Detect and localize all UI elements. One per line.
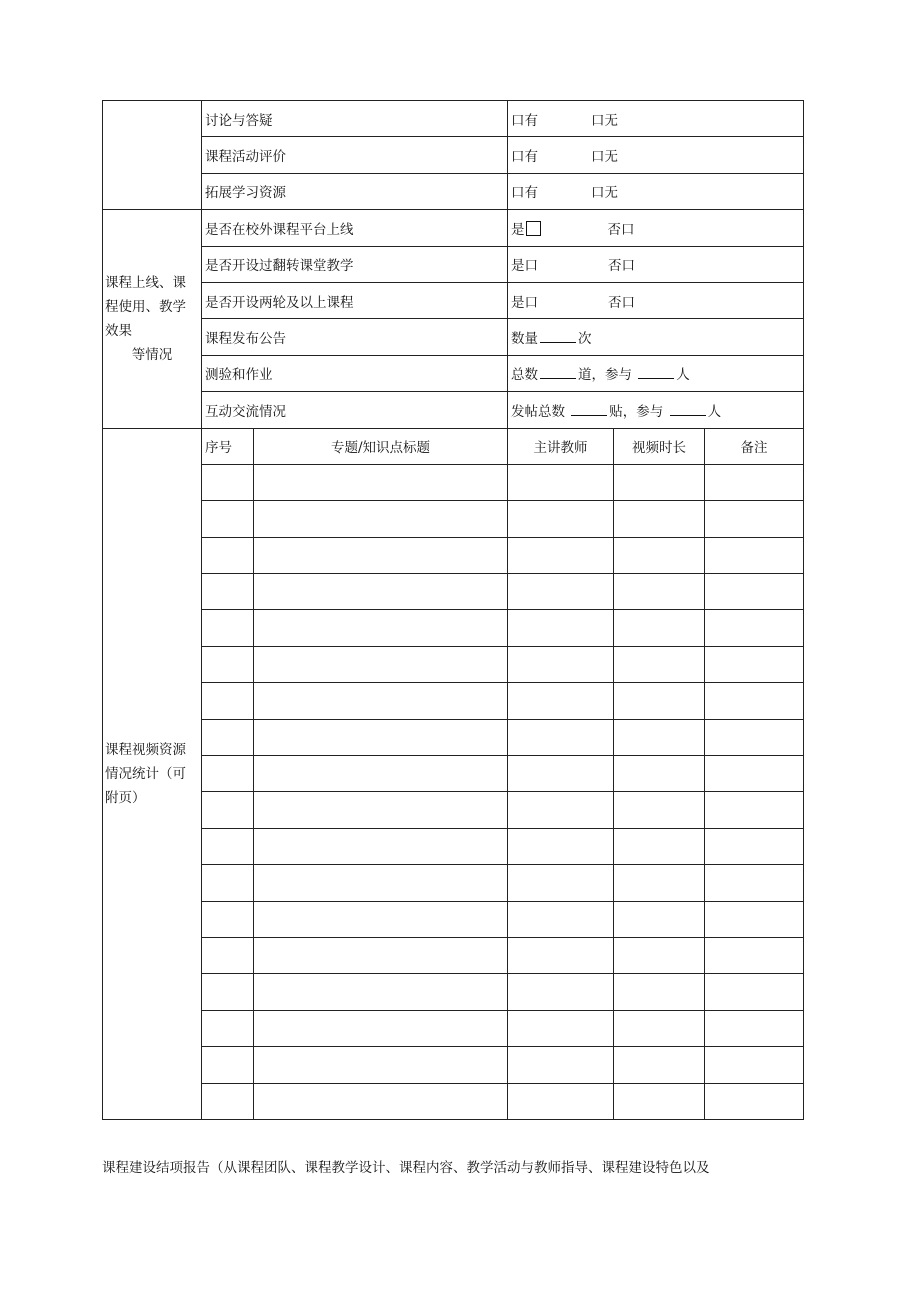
count-blank[interactable] (571, 401, 607, 416)
yes-no-cell[interactable] (508, 282, 804, 318)
option-yes[interactable]: 口有 (511, 149, 538, 166)
row-item-label: 课程活动评价 (202, 137, 508, 173)
notes-cell[interactable] (705, 1047, 804, 1083)
index-cell[interactable] (202, 865, 254, 901)
title-cell[interactable] (254, 464, 508, 500)
notes-cell[interactable] (705, 1083, 804, 1119)
teacher-cell[interactable] (508, 646, 614, 682)
count-label: 总数 (511, 367, 538, 384)
index-cell[interactable] (202, 756, 254, 792)
teacher-cell[interactable] (508, 719, 614, 755)
duration-cell[interactable] (614, 901, 705, 937)
teacher-cell[interactable] (508, 683, 614, 719)
notes-cell[interactable] (705, 719, 804, 755)
header-notes: 备注 (705, 428, 804, 464)
title-cell[interactable] (254, 537, 508, 573)
teacher-cell[interactable] (508, 792, 614, 828)
notes-cell[interactable] (705, 937, 804, 973)
count-blank[interactable] (540, 328, 576, 343)
video-row (103, 1010, 804, 1046)
notes-cell[interactable] (705, 646, 804, 682)
teacher-cell[interactable] (508, 610, 614, 646)
row-item-label: 讨论与答疑 (202, 101, 508, 137)
video-row (103, 464, 804, 500)
section-b-row (103, 319, 804, 355)
duration-cell[interactable] (614, 865, 705, 901)
index-cell[interactable] (202, 537, 254, 573)
option-no[interactable]: 口无 (591, 149, 618, 166)
teacher-cell[interactable] (508, 937, 614, 973)
notes-cell[interactable] (705, 865, 804, 901)
count-cell[interactable] (508, 355, 804, 391)
notes-cell[interactable] (705, 756, 804, 792)
yes-no-cell[interactable] (508, 246, 804, 282)
video-row (103, 1083, 804, 1119)
duration-cell[interactable] (614, 683, 705, 719)
title-cell[interactable] (254, 1047, 508, 1083)
title-cell[interactable] (254, 901, 508, 937)
video-row (103, 974, 804, 1010)
notes-cell[interactable] (705, 501, 804, 537)
notes-cell[interactable] (705, 1010, 804, 1046)
notes-cell[interactable] (705, 792, 804, 828)
count-unit: 道，参与 (578, 367, 632, 384)
notes-cell[interactable] (705, 901, 804, 937)
option-yes[interactable]: 是口 (511, 294, 538, 311)
duration-cell[interactable] (614, 719, 705, 755)
video-row (103, 756, 804, 792)
video-row (103, 828, 804, 864)
option-no[interactable]: 否口 (607, 221, 635, 238)
section-b-label (103, 210, 202, 428)
option-no[interactable]: 口无 (591, 185, 618, 202)
section-b-row (103, 282, 804, 318)
section-a-row (103, 173, 804, 209)
title-cell[interactable] (254, 792, 508, 828)
option-cell[interactable] (508, 137, 804, 173)
count-unit: 次 (578, 331, 592, 348)
index-cell[interactable] (202, 1010, 254, 1046)
row-item-label: 拓展学习资源 (202, 173, 508, 209)
option-cell[interactable] (508, 173, 804, 209)
section-b-row (103, 392, 804, 428)
index-cell[interactable] (202, 792, 254, 828)
count-blank[interactable] (540, 364, 576, 379)
option-yes[interactable]: 口有 (511, 185, 538, 202)
section-b-row (103, 355, 804, 391)
notes-cell[interactable] (705, 537, 804, 573)
yes-no-cell[interactable] (508, 210, 804, 246)
header-index: 序号 (202, 428, 254, 464)
title-cell[interactable] (254, 683, 508, 719)
option-cell[interactable] (508, 101, 804, 137)
row-item-label: 是否在校外课程平台上线 (202, 210, 508, 246)
teacher-cell[interactable] (508, 1047, 614, 1083)
duration-cell[interactable] (614, 464, 705, 500)
count-label: 数量 (511, 331, 538, 348)
notes-cell[interactable] (705, 974, 804, 1010)
header-title: 专题/知识点标题 (254, 428, 508, 464)
section-a-row (103, 137, 804, 173)
count-unit: 人 (676, 367, 690, 384)
teacher-cell[interactable] (508, 756, 614, 792)
count-blank[interactable] (638, 364, 674, 379)
duration-cell[interactable] (614, 974, 705, 1010)
video-row (103, 719, 804, 755)
teacher-cell[interactable] (508, 974, 614, 1010)
notes-cell[interactable] (705, 683, 804, 719)
index-cell[interactable] (202, 1083, 254, 1119)
index-cell[interactable] (202, 646, 254, 682)
video-row (103, 792, 804, 828)
title-cell[interactable] (254, 610, 508, 646)
teacher-cell[interactable] (508, 501, 614, 537)
teacher-cell[interactable] (508, 1010, 614, 1046)
index-cell[interactable] (202, 501, 254, 537)
duration-cell[interactable] (614, 610, 705, 646)
teacher-cell[interactable] (508, 1083, 614, 1119)
course-form-table (102, 100, 804, 1120)
title-cell[interactable] (254, 646, 508, 682)
index-cell[interactable] (202, 828, 254, 864)
index-cell[interactable] (202, 610, 254, 646)
title-cell[interactable] (254, 719, 508, 755)
section-b-row (103, 210, 804, 246)
teacher-cell[interactable] (508, 574, 614, 610)
notes-cell[interactable] (705, 610, 804, 646)
checkbox-icon[interactable] (526, 221, 541, 236)
video-row (103, 1047, 804, 1083)
section-b-row (103, 246, 804, 282)
row-item-label: 是否开设两轮及以上课程 (202, 282, 508, 318)
duration-cell[interactable] (614, 1010, 705, 1046)
duration-cell[interactable] (614, 537, 705, 573)
header-teacher: 主讲教师 (508, 428, 614, 464)
duration-cell[interactable] (614, 1047, 705, 1083)
row-item-label: 课程发布公告 (202, 319, 508, 355)
option-no[interactable]: 否口 (608, 294, 635, 311)
index-cell[interactable] (202, 1047, 254, 1083)
section-a-label (103, 101, 202, 210)
index-cell[interactable] (202, 574, 254, 610)
notes-cell[interactable] (705, 828, 804, 864)
section-a-row (103, 101, 804, 137)
title-cell[interactable] (254, 865, 508, 901)
teacher-cell[interactable] (508, 828, 614, 864)
count-unit: 人 (707, 403, 722, 420)
option-yes[interactable]: 是口 (511, 258, 538, 275)
teacher-cell[interactable] (508, 865, 614, 901)
teacher-cell[interactable] (508, 901, 614, 937)
duration-cell[interactable] (614, 501, 705, 537)
index-cell[interactable] (202, 901, 254, 937)
option-no[interactable]: 否口 (608, 258, 635, 275)
duration-cell[interactable] (614, 828, 705, 864)
section-b-label-suffix: 等情况 (131, 346, 173, 363)
index-cell[interactable] (202, 719, 254, 755)
option-yes[interactable]: 口有 (511, 112, 538, 129)
header-duration: 视频时长 (614, 428, 705, 464)
video-row (103, 865, 804, 901)
notes-cell[interactable] (705, 464, 804, 500)
title-cell[interactable] (254, 937, 508, 973)
duration-cell[interactable] (614, 646, 705, 682)
video-table-header (103, 428, 804, 464)
count-label: 发帖总数 (511, 403, 565, 420)
title-cell[interactable] (254, 1010, 508, 1046)
option-yes[interactable]: 是 (511, 221, 525, 238)
index-cell[interactable] (202, 974, 254, 1010)
video-row (103, 937, 804, 973)
count-cell[interactable] (508, 392, 804, 428)
video-row (103, 901, 804, 937)
index-cell[interactable] (202, 464, 254, 500)
video-row (103, 501, 804, 537)
teacher-cell[interactable] (508, 464, 614, 500)
title-cell[interactable] (254, 574, 508, 610)
index-cell[interactable] (202, 683, 254, 719)
index-cell[interactable] (202, 937, 254, 973)
duration-cell[interactable] (614, 792, 705, 828)
video-row (103, 537, 804, 573)
video-row (103, 683, 804, 719)
video-row (103, 610, 804, 646)
section-c-label: 课程视频资源情况统计（可附页） (103, 428, 202, 1119)
title-cell[interactable] (254, 974, 508, 1010)
row-item-label: 互动交流情况 (202, 392, 508, 428)
section-b-label-text: 课程上线、课程使用、教学效果 (105, 274, 186, 339)
option-no[interactable]: 口无 (591, 112, 618, 129)
video-row (103, 574, 804, 610)
title-cell[interactable] (254, 828, 508, 864)
video-row (103, 646, 804, 682)
title-cell[interactable] (254, 1083, 508, 1119)
footer-text: 课程建设结项报告（从课程团队、课程教学设计、课程内容、教学活动与教师指导、课程建设特色以及 (102, 1160, 710, 1176)
count-blank[interactable] (670, 401, 706, 416)
count-cell[interactable] (508, 319, 804, 355)
teacher-cell[interactable] (508, 537, 614, 573)
duration-cell[interactable] (614, 1083, 705, 1119)
notes-cell[interactable] (705, 574, 804, 610)
duration-cell[interactable] (614, 756, 705, 792)
row-item-label: 是否开设过翻转课堂教学 (202, 246, 508, 282)
duration-cell[interactable] (614, 574, 705, 610)
row-item-label: 测验和作业 (202, 355, 508, 391)
duration-cell[interactable] (614, 937, 705, 973)
title-cell[interactable] (254, 756, 508, 792)
title-cell[interactable] (254, 501, 508, 537)
count-unit: 贴，参与 (609, 403, 664, 420)
